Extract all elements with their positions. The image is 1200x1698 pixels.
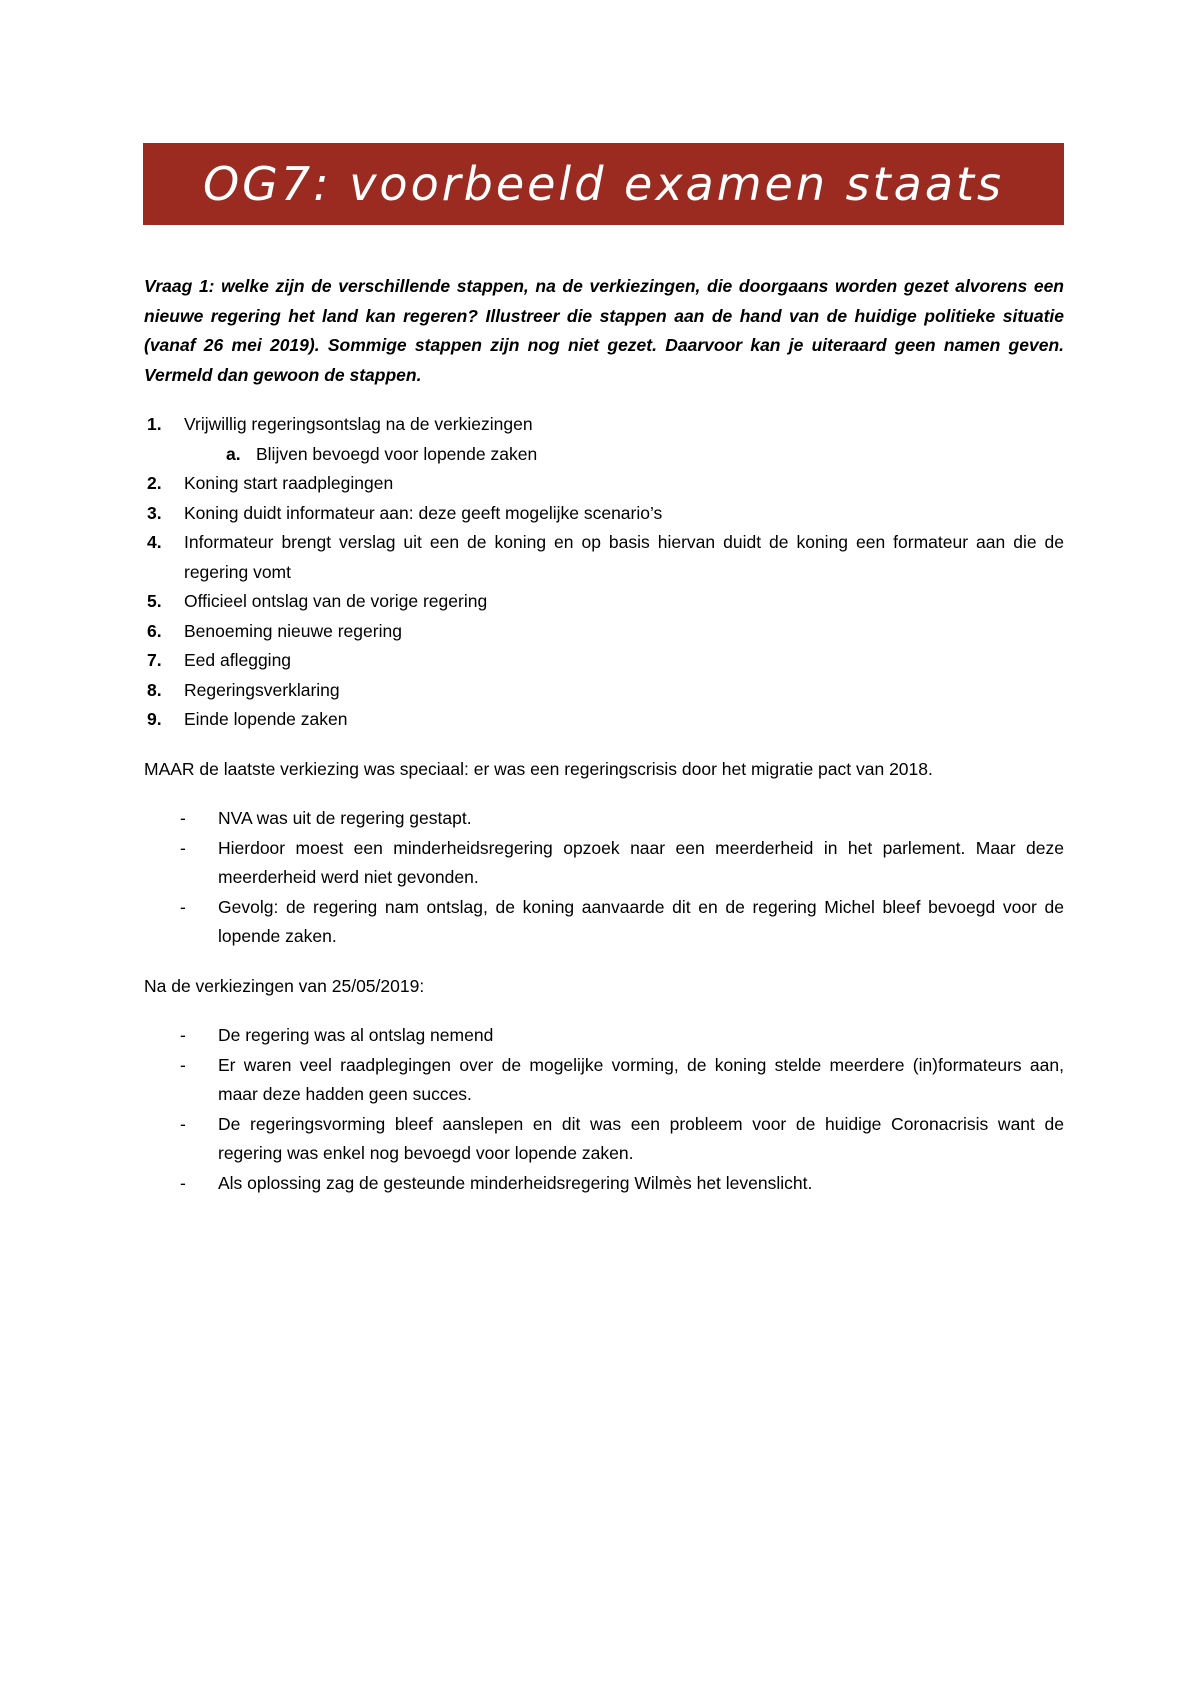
list-item xyxy=(144,528,1064,587)
list-item xyxy=(144,676,1064,706)
list-item-text: NVA was uit de regering gestapt. xyxy=(218,808,472,828)
document-body xyxy=(144,272,1064,1218)
list-number: 6. xyxy=(147,620,162,641)
list-number: 2. xyxy=(147,473,162,493)
list-item-text: Einde lopende zaken xyxy=(184,709,348,729)
list-item-text: Informateur brengt verslag uit een de koning en op basis hiervan duidt de koning een formateur aan die de regering vomt xyxy=(184,532,1064,582)
list-item xyxy=(144,804,1064,834)
list-number: 1. xyxy=(147,414,162,434)
crisis-list xyxy=(144,804,1064,952)
list-item-text: Benoeming nieuwe regering xyxy=(184,620,402,641)
list-item xyxy=(144,834,1064,893)
list-item-text: De regering was al ontslag nemend xyxy=(218,1025,494,1045)
sub-list-letter: a. xyxy=(226,443,241,464)
dash-marker: - xyxy=(180,1025,186,1045)
dash-marker: - xyxy=(180,837,186,858)
after-elections-intro: Na de verkiezingen van 25/05/2019: xyxy=(144,975,425,996)
list-number: 5. xyxy=(147,591,162,611)
list-item xyxy=(144,1021,1064,1051)
list-number: 3. xyxy=(147,502,162,523)
list-item-text: Koning duidt informateur aan: deze geeft mogelijke scenario’s xyxy=(184,502,663,523)
list-item xyxy=(144,705,1064,735)
list-item-text: Er waren veel raadplegingen over de mogelijke vorming, de koning stelde meerdere (in)formateurs aan, maar deze hadden geen succes. xyxy=(218,1054,1064,1104)
document-title: OG7: voorbeeld examen staats xyxy=(202,157,1005,211)
dash-marker: - xyxy=(180,1113,186,1134)
list-number: 8. xyxy=(147,679,162,700)
list-item-text: Koning start raadplegingen xyxy=(184,473,394,493)
list-number: 7. xyxy=(147,650,162,670)
crisis-intro: MAAR de laatste verkiezing was speciaal: er was een regeringscrisis door het migratie pact van 2018. xyxy=(144,758,933,779)
list-item-text: Als oplossing zag de gesteunde minderheidsregering Wilmès het levenslicht. xyxy=(218,1172,813,1193)
dash-marker: - xyxy=(180,1054,186,1075)
list-item xyxy=(144,1169,1064,1199)
steps-list xyxy=(144,410,1064,735)
list-number: 9. xyxy=(147,709,162,729)
after-elections-list xyxy=(144,1021,1064,1198)
list-item xyxy=(144,587,1064,617)
list-item xyxy=(144,499,1064,529)
sub-list-item-text: Blijven bevoegd voor lopende zaken xyxy=(256,443,538,464)
list-item-text: Gevolg: de regering nam ontslag, de koning aanvaarde dit en de regering Michel bleef bevoegd voor de lopende zaken. xyxy=(218,896,1064,946)
sub-list-item xyxy=(184,440,1064,470)
list-item-text: Eed aflegging xyxy=(184,650,292,670)
list-item xyxy=(144,617,1064,647)
list-item xyxy=(144,1051,1064,1110)
list-item-text: Regeringsverklaring xyxy=(184,679,340,700)
list-item-text: Officieel ontslag van de vorige regering xyxy=(184,591,488,611)
list-item-text: De regeringsvorming bleef aanslepen en dit was een probleem voor de huidige Coronacrisis want de regering was enkel nog bevoegd voor lopende zaken. xyxy=(218,1113,1064,1163)
list-number: 4. xyxy=(147,532,162,552)
exam-question: Vraag 1: welke zijn de verschillende stappen, na de verkiezingen, die doorgaans worden gezet alvorens een nieuwe regering het land kan regeren? Illustreer die stappen aan de hand van de huidige politieke situatie (vanaf 26 mei 2019). Sommige stappen zijn nog niet gezet. Daarvoor kan je uiteraard geen namen geven. Vermeld dan gewoon de stappen. xyxy=(144,276,1064,385)
dash-marker: - xyxy=(180,896,186,917)
list-item xyxy=(144,1110,1064,1169)
list-item xyxy=(144,410,1064,469)
list-item xyxy=(144,469,1064,499)
list-item xyxy=(144,646,1064,676)
title-banner xyxy=(143,143,1064,225)
dash-marker: - xyxy=(180,1172,186,1193)
list-item-text: Vrijwillig regeringsontslag na de verkiezingen xyxy=(184,414,533,434)
list-item xyxy=(144,893,1064,952)
list-item-text: Hierdoor moest een minderheidsregering opzoek naar een meerderheid in het parlement. Maar deze meerderheid werd niet gevonden. xyxy=(218,837,1064,887)
dash-marker: - xyxy=(180,808,186,828)
